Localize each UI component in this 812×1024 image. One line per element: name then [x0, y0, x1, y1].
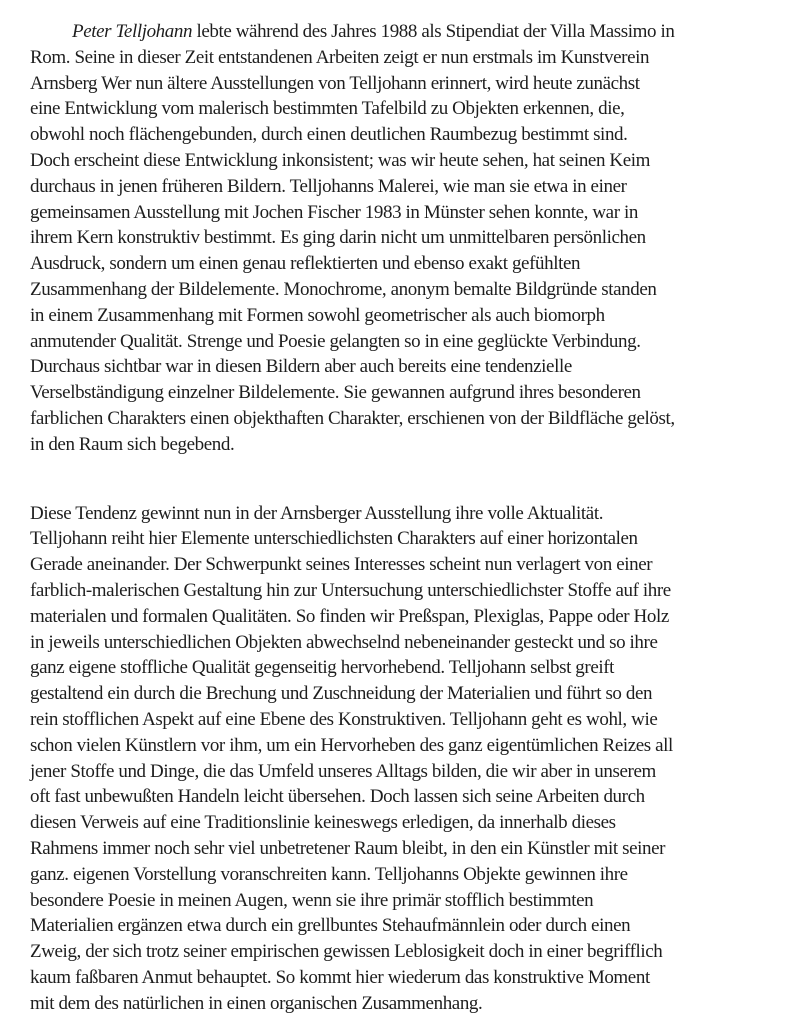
text-line: Zusammenhang der Bildelemente. Monochrome, anonym bemalte Bildgründe standen [30, 278, 657, 300]
text-line: Rom. Seine in dieser Zeit entstandenen Arbeiten zeigt er nun erstmals im Kunstverein [30, 46, 650, 68]
text-line: Doch erscheint diese Entwicklung inkonsistent; was wir heute sehen, hat seinen Keim [30, 149, 651, 171]
text-line: diesen Verweis auf eine Traditionslinie keineswegs erledigen, da innerhalb dieses [30, 812, 616, 834]
text-line: farblich-malerischen Gestaltung hin zur Untersuchung unterschiedlichster Stoffe auf ihre [30, 579, 671, 601]
text-line: Ausdruck, sondern um einen genau reflektierten und ebenso exakt gefühlten [30, 253, 581, 275]
text-line: ihrem Kern konstruktiv bestimmt. Es ging darin nicht um unmittelbaren persönlichen [30, 227, 646, 249]
text-line: gestaltend ein durch die Brechung und Zuschneidung der Materialien und führt so den [30, 683, 653, 705]
text-line: rein stofflichen Aspekt auf eine Ebene des Konstruktiven. Telljohann geht es wohl, wie [30, 708, 658, 730]
text-line: Rahmens immer noch sehr viel unbetretener Raum bleibt, in den ein Künstler mit seiner [30, 837, 666, 859]
text-line: kaum faßbaren Anmut behauptet. So kommt hier wiederum das konstruktive Moment [30, 966, 650, 988]
artist-name-italic: Peter Telljohann [72, 21, 193, 42]
text-line [30, 19, 794, 45]
text-line: jener Stoffe und Dinge, die das Umfeld unseres Alltags bilden, die wir aber in unserem [30, 760, 656, 782]
text-line: mit dem des natürlichen in einen organischen Zusammenhang. [30, 992, 483, 1014]
paragraph-1 [30, 19, 794, 458]
text-line: materialen und formalen Qualitäten. So finden wir Preßspan, Plexiglas, Pappe oder Holz [30, 605, 669, 627]
text-line: Zweig, der sich trotz seiner empirischen gewissen Leblosigkeit doch in einer begrifflich [30, 941, 663, 963]
text-line: Verselbständigung einzelner Bildelemente. Sie gewannen aufgrund ihres besonderen [30, 382, 641, 404]
text-line: ganz eigene stoffliche Qualität gegenseitig hervorhebend. Telljohann selbst greift [30, 657, 615, 679]
text-line: ganz. eigenen Vorstellung voranschreiten kann. Telljohanns Objekte gewinnen ihre [30, 863, 628, 885]
text-line: eine Entwicklung vom malerisch bestimmten Tafelbild zu Objekten erkennen, die, [30, 98, 625, 120]
paragraph-2 [30, 501, 794, 1017]
text-line: anmutender Qualität. Strenge und Poesie gelangten so in eine geglückte Verbindung. [30, 330, 641, 352]
text-line: farblichen Charakters einen objekthaften Charakter, erschienen von der Bildfläche gelöst, [30, 407, 675, 429]
text-line: Arnsberg Wer nun ältere Ausstellungen von Telljohann erinnert, wird heute zunächst [30, 72, 640, 94]
text-line: Gerade aneinander. Der Schwerpunkt seines Interesses scheint nun verlagert von einer [30, 554, 653, 576]
text-line: gemeinsamen Ausstellung mit Jochen Fischer 1983 in Münster sehen konnte, war in [30, 201, 638, 223]
text-line: in einem Zusammenhang mit Formen sowohl geometrischer als auch biomorph [30, 304, 605, 326]
text-segment: lebte während des Jahres 1988 als Stipendiat der Villa Massimo in [192, 21, 675, 42]
text-line: Telljohann reiht hier Elemente unterschiedlichsten Charakters auf einer horizontalen [30, 528, 638, 550]
text-line: oft fast unbewußten Handeln leicht übersehen. Doch lassen sich seine Arbeiten durch [30, 786, 645, 808]
text-line: Diese Tendenz gewinnt nun in der Arnsberger Ausstellung ihre volle Aktualität. [30, 502, 604, 524]
text-line: Materialien ergänzen etwa durch ein grellbuntes Stehaufmännlein oder durch einen [30, 915, 631, 937]
text-line: obwohl noch flächengebunden, durch einen deutlichen Raumbezug bestimmt sind. [30, 124, 628, 146]
text-line: besondere Poesie in meinen Augen, wenn sie ihre primär stofflich bestimmten [30, 889, 594, 911]
text-line: durchaus in jenen früheren Bildern. Telljohanns Malerei, wie man sie etwa in einer [30, 175, 627, 197]
text-line: in jeweils unterschiedlichen Objekten abwechselnd nebeneinander gesteckt und so ihre [30, 631, 658, 653]
text-line: schon vielen Künstlern vor ihm, um ein Hervorheben des ganz eigentümlichen Reizes all [30, 734, 673, 756]
text-line: Durchaus sichtbar war in diesen Bildern aber auch bereits eine tendenzielle [30, 356, 572, 378]
text-line: in den Raum sich begebend. [30, 433, 235, 455]
document-text [30, 19, 794, 1016]
